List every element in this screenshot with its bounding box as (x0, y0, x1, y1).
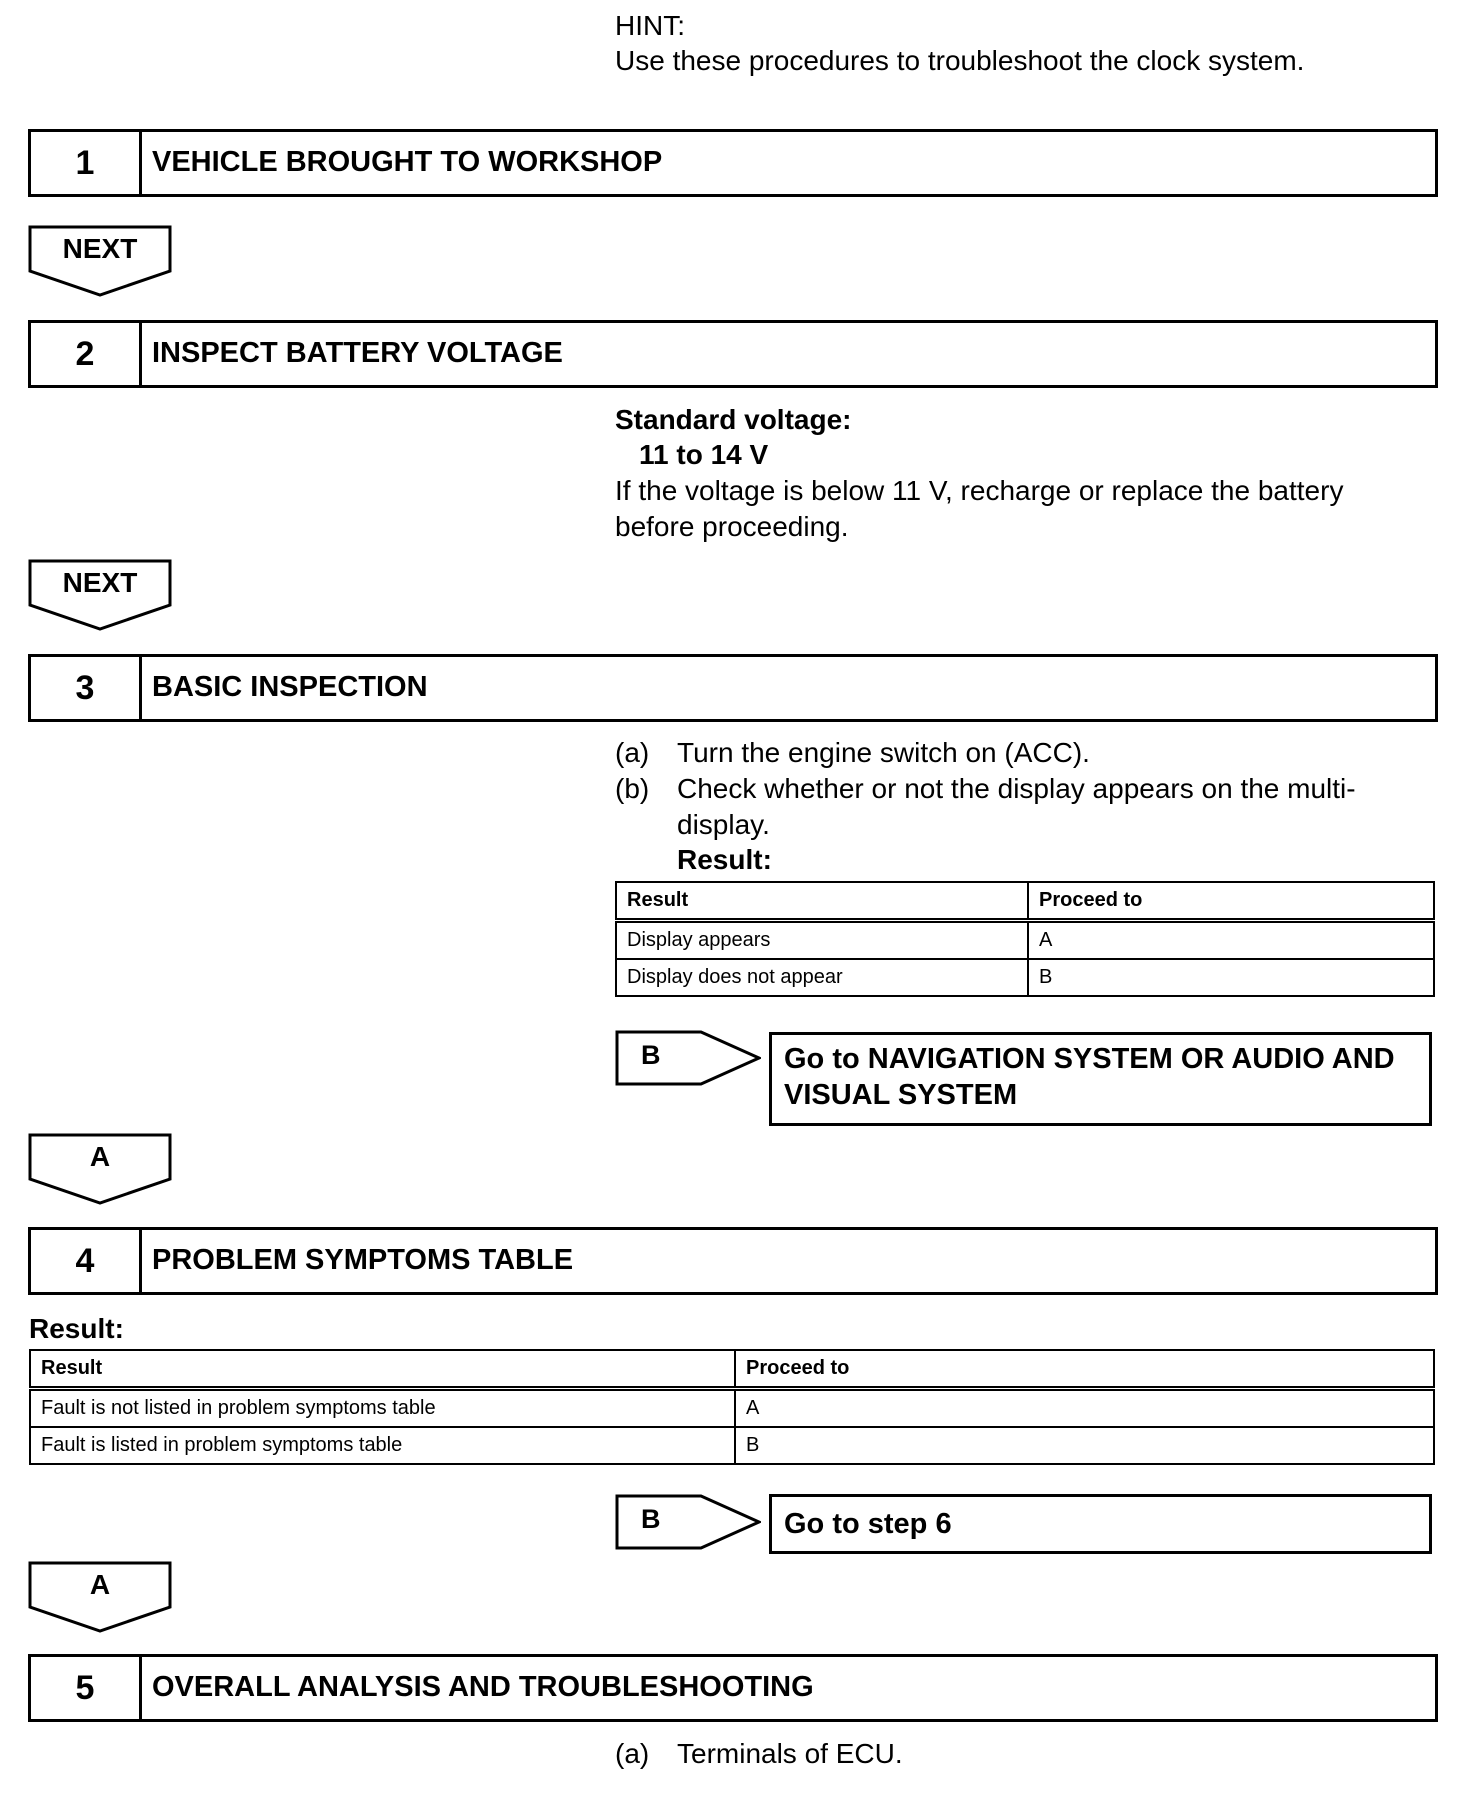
table-cell: Fault is not listed in problem symptoms table (30, 1389, 735, 1428)
step-2-header (28, 320, 1438, 388)
goto-step-6-box (769, 1494, 1432, 1554)
column-header: Result (616, 882, 1028, 921)
item-a-text: Terminals of ECU. (677, 1738, 903, 1769)
step-number: 4 (31, 1230, 142, 1292)
step-title: INSPECT BATTERY VOLTAGE (152, 337, 563, 369)
next-label: NEXT (62, 233, 138, 264)
voltage-note-1: If the voltage is below 11 V, recharge or replace the battery (615, 475, 1344, 506)
step-title: OVERALL ANALYSIS AND TROUBLESHOOTING (152, 1671, 814, 1703)
standard-voltage-label: Standard voltage: (615, 404, 852, 435)
step-number: 5 (31, 1657, 142, 1719)
step-number: 2 (31, 323, 142, 385)
result-label: Result: (29, 1313, 124, 1344)
step-4-result-table (29, 1349, 1435, 1465)
table-row (616, 921, 1434, 960)
right-arrow-icon (615, 1494, 761, 1550)
step-5-header (28, 1654, 1438, 1722)
right-arrow-icon (615, 1030, 761, 1086)
goto-text-2: VISUAL SYSTEM (784, 1079, 1018, 1111)
table-cell: A (735, 1389, 1434, 1428)
item-a-marker: (a) (615, 1738, 650, 1769)
step-3-header (28, 654, 1438, 722)
step-4-header (28, 1227, 1438, 1295)
step-3-result-table (615, 881, 1435, 997)
step-title: BASIC INSPECTION (152, 671, 428, 703)
column-header: Result (30, 1350, 735, 1389)
voltage-note-2: before proceeding. (615, 511, 849, 542)
branch-a-arrow-2 (28, 1561, 172, 1633)
next-arrow-2 (28, 559, 172, 631)
table-header-row (616, 882, 1434, 921)
table-cell: Display does not appear (616, 959, 1028, 996)
step-number: 3 (31, 657, 142, 719)
item-b-text-2: display. (677, 809, 770, 840)
step-title: PROBLEM SYMPTOMS TABLE (152, 1244, 574, 1276)
hint-label: HINT: (615, 10, 685, 41)
table-cell: B (1028, 959, 1434, 996)
goto-navigation-box (769, 1032, 1432, 1126)
table-cell: B (735, 1427, 1434, 1464)
step-number: 1 (31, 132, 142, 194)
branch-b-arrow-1 (615, 1030, 761, 1086)
table-row (30, 1427, 1434, 1464)
standard-voltage-value: 11 to 14 V (639, 439, 769, 470)
step-1-header (28, 129, 1438, 197)
branch-a-arrow-1 (28, 1133, 172, 1205)
item-b-text-1: Check whether or not the display appears on the multi- (677, 773, 1356, 804)
branch-label: A (89, 1569, 111, 1600)
table-cell: A (1028, 921, 1434, 960)
table-cell: Fault is listed in problem symptoms table (30, 1427, 735, 1464)
table-cell: Display appears (616, 921, 1028, 960)
branch-label: B (641, 1040, 661, 1070)
item-a-text: Turn the engine switch on (ACC). (677, 737, 1090, 768)
goto-text-1: Go to NAVIGATION SYSTEM OR AUDIO AND (784, 1043, 1395, 1075)
item-a-marker: (a) (615, 737, 650, 768)
hint-text: Use these procedures to troubleshoot the clock system. (615, 45, 1305, 76)
table-row (616, 959, 1434, 996)
next-label: NEXT (62, 567, 138, 598)
next-arrow-1 (28, 225, 172, 297)
branch-label: B (641, 1504, 661, 1534)
goto-text: Go to step 6 (784, 1508, 952, 1540)
table-header-row (30, 1350, 1434, 1389)
result-label: Result: (677, 844, 772, 875)
column-header: Proceed to (735, 1350, 1434, 1389)
branch-b-arrow-2 (615, 1494, 761, 1550)
branch-label: A (89, 1141, 111, 1172)
column-header: Proceed to (1028, 882, 1434, 921)
step-title: VEHICLE BROUGHT TO WORKSHOP (152, 146, 663, 178)
table-row (30, 1389, 1434, 1428)
item-b-marker: (b) (615, 773, 650, 804)
